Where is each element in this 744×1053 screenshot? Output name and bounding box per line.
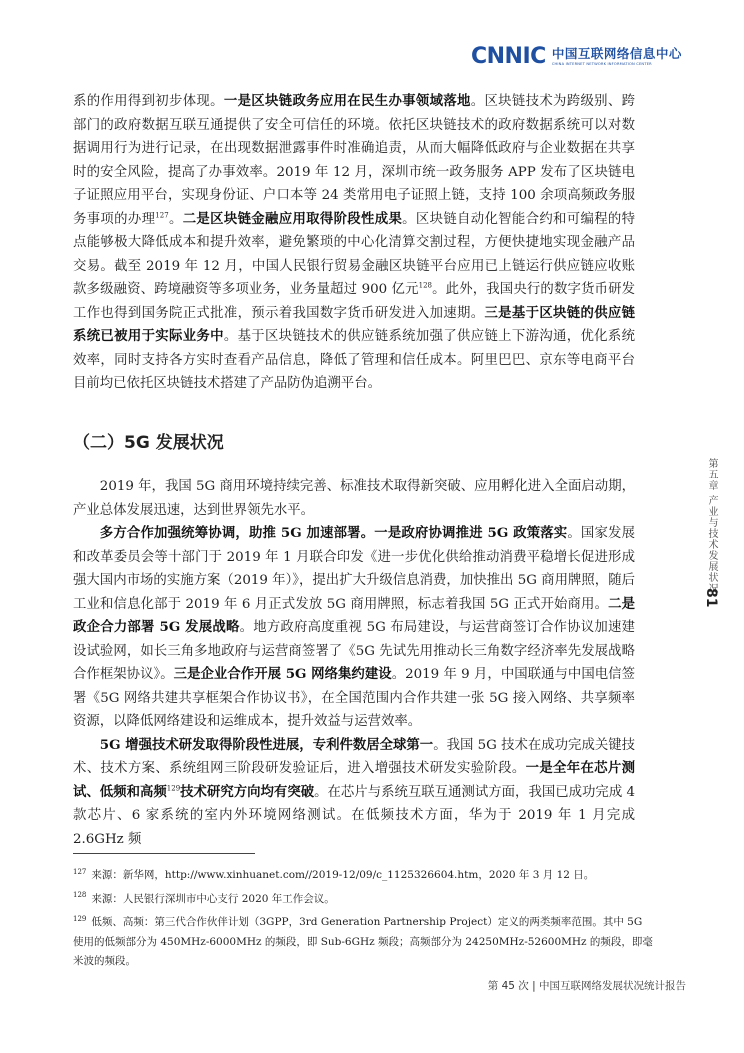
cnnic-logo [471,44,682,70]
footnote-129 [73,913,653,972]
bold-point-1: 一是区块链政务应用在民生办事领域落地 [223,93,471,109]
footnote-text: 来源：人民银行深圳市中心支行 2020 年工作会议。 [91,892,335,905]
text-run: 。在芯片与系统互联互通测试方面，我国已成功完成 4 款芯片、6 家系统的室内外环境网络测试。在低频技术方面，华为于 2019 年 1 月完成 2.6GHz 频 [73,784,636,847]
text-run: 。基于区块链技术的供应链系统加强了供应链上下游沟通，优化系统效率，同时支持各方实时查看产品信息，降低了管理和信任成本。阿里巴巴、京东等电商平台目前均已依托区块链技术搭建了产品防伪追溯平台。 [73,329,636,391]
footnote-text: 低频、高频：第三代合作伙伴计划（3GPP，3rd Generation Partnership Project）定义的两类频率范围。其中 5G 使用的低频部分为 450MHz-6000MHz 的频段，即 Sub-6GHz 频段；高频部分为 24250MHz-52600MHz 的频段，即毫米波的频段。 [73,916,653,967]
page-footer: 第 45 次 | 中国互联网络发展状况统计报告 [487,980,686,992]
text-run: 系的作用得到初步体现。 [73,94,224,109]
bold-topic-technology: 5G 增强技术研发取得阶段性进展，专利件数居全球第一 [99,736,434,753]
section-5g [73,431,635,455]
bold-point-2: 二是政企合力部署 5G 发展战略 [73,595,636,635]
footnote-ref-129[interactable]: 129 [166,784,181,793]
footnote-number: 128 [73,891,87,899]
logo-english-name: CHINA INTERNET NETWORK INFORMATION CENTER [551,62,652,66]
footnotes [73,866,653,972]
bold-point-3: 三是企业合作开展 5G 网络集约建设 [173,666,392,682]
footnote-text: 来源：新华网，http://www.xinhuanet.com//2019-12/09/c_1125326604.htm，2020 年 3 月 12 日。 [91,869,595,881]
text-run: 。地方政府高度重视 5G 布局建设，与运营商签订合作协议加速建设试验网，如长三角多地政府与运营商签署了《5G 先试先用推动长三角数字经济率先发展战略合作框架协议》。 [73,620,635,682]
text-run: 。区块链技术为跨级别、跨部门的政府数据互联互通提供了安全可信任的环境。依托区块链技术的政府数据系统可以对数据调用行为进行记录，在出现数据泄露事件时准确追责，从而大幅降低政府与企业数据在共享时的安全风险，提高了办事效率。2019 年 12 月，深圳市统一政务服务 APP 发布了区块链电子证照应用平台，实现身份证、户口本等 24 类常用电子证照上链，支持 100 余项高频政务服务事项的办理 [73,94,636,227]
section-heading-5g: （二）5G 发展状况 [73,433,224,453]
footnote-number: 127 [73,867,87,876]
text-run: 。 [168,211,183,227]
footnote-ref-128[interactable]: 128 [418,281,432,290]
section-blockchain-continued [73,90,635,396]
bold-point-1: 一是全年在芯片测试、低频和高频 [73,760,636,800]
logo-chinese-name: 中国互联网络信息中心 [551,46,682,61]
footnote-divider [73,853,255,854]
paragraph-5g-cooperation [73,522,635,734]
bold-point-2: 二是区块链金融应用取得阶段性成果 [182,210,403,227]
paragraph-blockchain-applications [73,90,635,396]
footnote-number: 129 [73,914,87,923]
logo-mark: CNNIC [471,44,546,69]
text-run: 。区块链自动化智能合约和可编程的特点能够极大降低成本和提升效率，避免繁琐的中心化清算交割过程，方便快捷地实现金融产品交易。截至 2019 年 12 月，中国人民银行贸易金融区块链平台应用已上链运行供应链应收账款多级融资、跨境融资等多项业务，业务量超过 900 亿元 [73,211,636,297]
text-run: 。2019 年 9 月，中国联通与中国电信签署《5G 网络共建共享框架合作协议书》，在全国范围内合作共建一张 5G 接入网络、共享频率资源，以降低网络建设和运维成本，提升效益与运营效率。 [73,667,635,729]
logo-text [552,47,682,67]
footnote-128 [73,890,653,910]
text-run: 。此外，我国央行的数字货币研发工作也得到国务院正式批准，预示着我国数字货币研发进入加速期。 [73,282,635,321]
page-number: 81 [703,588,719,608]
paragraph-5g-technology [73,734,635,852]
paragraph-5g-overview: 2019 年，我国 5G 商用环境持续完善、标准技术取得新突破、应用孵化进入全面启动期，产业总体发展迅速，达到世界领先水平。 [73,479,635,518]
chapter-sidebar: 第五章 产业与技术发展状况 [706,458,717,595]
text-run: 。我国 5G 技术在成功完成关键技术、技术方案、系统组网三阶段研发验证后，进入增强技术研发实验阶段。 [73,737,636,776]
footnote-127 [73,866,653,886]
text-run: 。国家发展和改革委员会等十部门于 2019 年 1 月联合印发《进一步优化供给推动消费平稳增长促进形成强大国内市场的实施方案（2019 年）》，提出扩大升级信息消费，加快推出 5G 商用牌照，随后工业和信息化部于 2019 年 6 月正式发放 5G 商用牌照，标志着我国 5G 正式开始商用。 [73,526,635,612]
footnote-ref-127[interactable]: 127 [155,211,169,220]
section-5g-body [73,475,635,851]
bold-point-3: 三是基于区块链的供应链系统已被用于实际业务中 [73,304,636,344]
bold-topic-cooperation: 多方合作加强统筹协调，助推 5G 加速部署。一是政府协调推进 5G 政策落实 [99,525,568,541]
bold-point-1-cont: 技术研究方向均有突破 [180,783,315,800]
